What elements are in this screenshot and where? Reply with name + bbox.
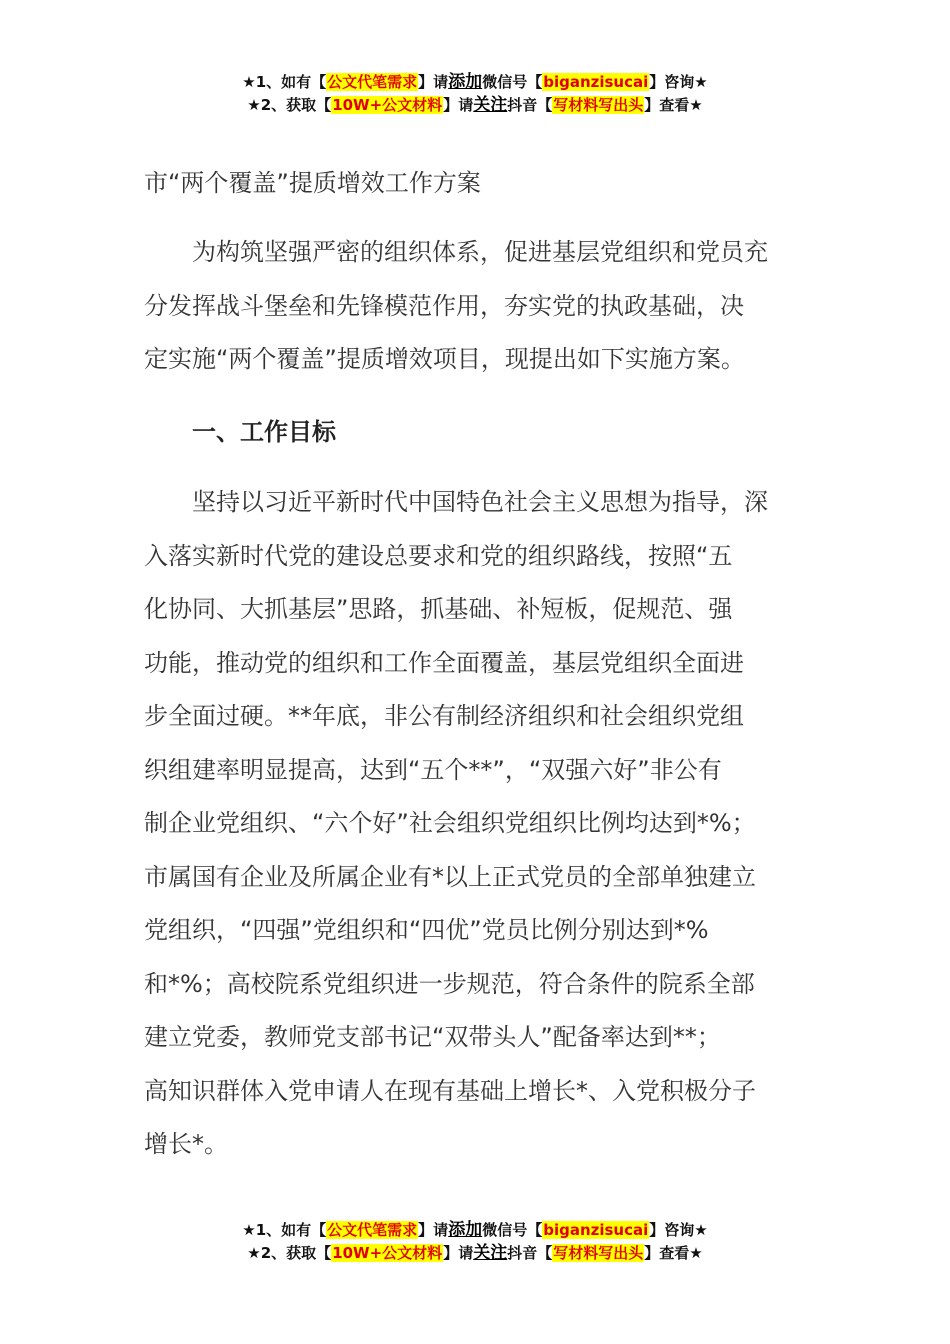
highlight-materials: 10W+公文材料 <box>332 96 443 114</box>
underlined-add: 添加 <box>448 72 483 92</box>
paragraph-line: 建立党委，教师党支部书记“双带头人”配备率达到**； <box>144 1023 721 1051</box>
promo-banner-bottom <box>0 1219 950 1265</box>
highlight-wechat-id: biganzisucai <box>543 1221 649 1239</box>
paragraph-line: 定实施“两个覆盖”提质增效项目，现提出如下实施方案。 <box>144 345 745 373</box>
document-title: 市“两个覆盖”提质增效工作方案 <box>144 169 481 197</box>
paragraph-line: 和*%；高校院系党组织进一步规范，符合条件的院系全部 <box>144 969 755 998</box>
underlined-add: 添加 <box>448 1220 483 1240</box>
promo-text: 1、如有【 <box>255 1221 327 1239</box>
section-heading: 一、工作目标 <box>192 418 336 446</box>
star-icon: ★ <box>247 96 261 114</box>
paragraph-line: 市属国有企业及所属企业有*以上正式党员的全部单独建立 <box>144 862 756 891</box>
underlined-follow: 关注 <box>473 1243 508 1263</box>
paragraph-line: 增长*。 <box>144 1130 228 1158</box>
promo-text: 】请 <box>418 73 449 91</box>
star-icon: ★ <box>694 73 708 91</box>
promo-line-1 <box>0 1219 950 1242</box>
promo-line-2 <box>0 94 950 117</box>
paragraph-line: 高知识群体入党申请人在现有基础上增长*、入党积极分子 <box>144 1076 756 1105</box>
paragraph-line: 为构筑坚强严密的组织体系，促进基层党组织和党员充 <box>192 238 768 266</box>
promo-text: 抖音【 <box>507 96 553 114</box>
paragraph-line: 党组织，“四强”党组织和“四优”党员比例分别达到*% <box>144 916 709 944</box>
star-icon: ★ <box>694 1221 708 1239</box>
paragraph-line: 入落实新时代党的建设总要求和党的组织路线，按照“五 <box>144 541 733 570</box>
highlight-douyin: 写材料写出头 <box>553 1244 644 1262</box>
promo-text: 】请 <box>418 1221 449 1239</box>
promo-line-2 <box>0 1242 950 1265</box>
highlight-wechat-id: biganzisucai <box>543 73 649 91</box>
promo-text: 】查看 <box>644 96 690 114</box>
promo-text: 】请 <box>443 96 474 114</box>
promo-text: 】咨询 <box>649 73 695 91</box>
promo-text: 2、获取【 <box>260 96 332 114</box>
highlight-materials: 10W+公文材料 <box>332 1244 443 1262</box>
highlight-douyin: 写材料写出头 <box>553 96 644 114</box>
intro-paragraph <box>144 226 816 387</box>
paragraph-line: 坚持以习近平新时代中国特色社会主义思想为指导，深 <box>192 488 768 516</box>
promo-line-1 <box>0 71 950 94</box>
highlight-service: 公文代笔需求 <box>327 1221 418 1239</box>
promo-text: 微信号【 <box>482 73 543 91</box>
promo-text: 2、获取【 <box>260 1244 332 1262</box>
paragraph-line: 化协同、大抓基层”思路，抓基础、补短板，促规范、强 <box>144 595 733 623</box>
paragraph-line: 步全面过硬。**年底，非公有制经济组织和社会组织党组 <box>144 702 744 730</box>
promo-text: 】请 <box>443 1244 474 1262</box>
promo-text: 】查看 <box>644 1244 690 1262</box>
paragraph-line: 织组建率明显提高，达到“五个**”，“双强六好”非公有 <box>144 755 722 784</box>
promo-banner-top <box>0 71 950 117</box>
promo-text: 1、如有【 <box>255 73 327 91</box>
star-icon: ★ <box>247 1244 261 1262</box>
goal-paragraph <box>144 476 816 1172</box>
highlight-service: 公文代笔需求 <box>327 73 418 91</box>
promo-text: 】咨询 <box>649 1221 695 1239</box>
star-icon: ★ <box>689 1244 703 1262</box>
star-icon: ★ <box>242 73 256 91</box>
star-icon: ★ <box>242 1221 256 1239</box>
underlined-follow: 关注 <box>473 95 508 115</box>
promo-text: 微信号【 <box>482 1221 543 1239</box>
star-icon: ★ <box>689 96 703 114</box>
promo-text: 抖音【 <box>507 1244 553 1262</box>
paragraph-line: 功能，推动党的组织和工作全面覆盖，基层党组织全面进 <box>144 648 744 677</box>
paragraph-line: 分发挥战斗堡垒和先锋模范作用，夯实党的执政基础，决 <box>144 291 744 320</box>
paragraph-line: 制企业党组织、“六个好”社会组织党组织比例均达到*%； <box>144 809 756 837</box>
